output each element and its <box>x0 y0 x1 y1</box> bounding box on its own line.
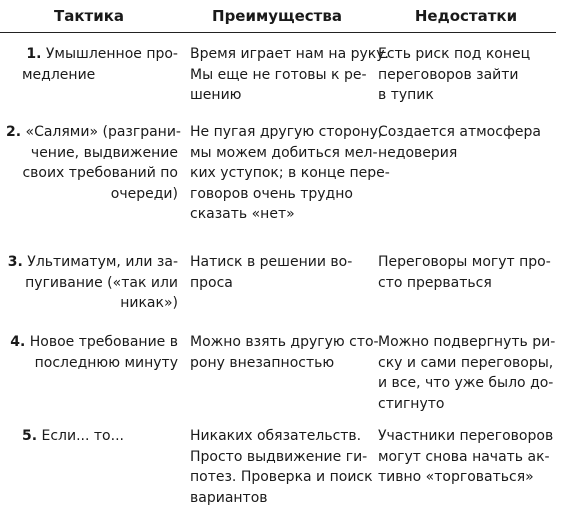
table-header <box>0 0 556 33</box>
tactic-text: своих требований по <box>22 165 178 181</box>
advantage-cell <box>190 122 390 225</box>
disadvantage-text: недоверия <box>378 144 458 161</box>
tactic-number: 4. <box>10 334 26 350</box>
tactic-cell <box>6 122 181 204</box>
disadvantage-cell <box>378 122 558 163</box>
advantage-text: вариантов <box>190 489 268 506</box>
disadvantage-cell <box>378 426 558 488</box>
advantage-text: сказать «нет» <box>190 206 295 222</box>
disadvantage-text: в тупик <box>378 87 434 103</box>
advantage-cell <box>190 332 379 373</box>
advantage-cell <box>190 44 389 106</box>
header-disadvantages: Недостатки <box>414 7 518 25</box>
disadvantage-text: стигнуто <box>378 395 445 412</box>
advantage-text: ких уступок; в конце пере- <box>190 165 390 181</box>
advantage-text: говоров очень трудно <box>190 185 353 202</box>
advantage-text: мы можем добиться мел- <box>190 144 378 161</box>
disadvantage-cell <box>378 44 558 106</box>
disadvantage-text: Переговоры могут про- <box>378 254 551 270</box>
header-tactic: Тактика <box>53 7 125 25</box>
tactic-text: пугивание («так или <box>25 274 178 291</box>
tactic-text: Если... то... <box>41 428 124 444</box>
advantage-text: потез. Проверка и поиск <box>190 469 373 485</box>
disadvantage-text: ску и сами переговоры, <box>378 354 554 371</box>
disadvantage-text: Участники переговоров <box>378 428 554 444</box>
disadvantage-cell <box>378 252 558 293</box>
disadvantage-cell <box>378 332 558 414</box>
tactic-text: медление <box>22 66 96 83</box>
tactic-text: никак») <box>120 295 178 311</box>
tactic-cell <box>6 426 178 447</box>
advantage-cell <box>190 426 373 508</box>
tactic-number: 5. <box>22 428 38 444</box>
disadvantage-text: переговоров зайти <box>378 66 519 83</box>
tactic-text: Умышленное про- <box>45 46 178 62</box>
tactic-text: Новое требование в <box>29 334 178 350</box>
advantage-text: Можно взять другую сто- <box>190 334 379 350</box>
disadvantage-text: Есть риск под конец <box>378 46 531 62</box>
tactic-number: 1. <box>26 46 42 62</box>
advantage-text: Никаких обязательств. <box>190 428 362 444</box>
advantage-text: Не пугая другую сторону, <box>190 124 383 140</box>
tactic-text: очереди) <box>110 185 178 202</box>
tactic-text: последнюю минуту <box>34 354 178 371</box>
tactic-cell <box>6 332 178 373</box>
disadvantage-text: тивно «торговаться» <box>378 469 534 485</box>
tactic-text: чение, выдвижение <box>30 144 178 161</box>
advantage-text: Просто выдвижение ги- <box>190 448 368 465</box>
header-advantages: Преимущества <box>212 7 342 25</box>
disadvantage-text: сто прерваться <box>378 274 492 291</box>
disadvantage-text: и все, что уже было до- <box>378 375 554 391</box>
advantage-text: Натиск в решении во- <box>190 254 353 270</box>
tactic-cell <box>6 252 178 314</box>
advantage-cell <box>190 252 368 293</box>
advantage-text: Мы еще не готовы к ре- <box>190 66 367 83</box>
tactic-cell <box>6 44 178 85</box>
tactic-number: 3. <box>7 254 23 270</box>
disadvantage-text: Создается атмосфера <box>378 124 541 140</box>
advantage-text: Время играет нам на руку. <box>190 46 389 62</box>
advantage-text: проса <box>190 274 233 291</box>
advantage-text: шению <box>190 87 242 103</box>
disadvantage-text: Можно подвергнуть ри- <box>378 334 556 350</box>
tactic-number: 2. <box>6 124 22 140</box>
tactic-text: «Салями» (разграни- <box>25 124 181 140</box>
disadvantage-text: могут снова начать ак- <box>378 448 550 465</box>
advantage-text: рону внезапностью <box>190 354 335 371</box>
tactic-text: Ультиматум, или за- <box>27 254 178 270</box>
